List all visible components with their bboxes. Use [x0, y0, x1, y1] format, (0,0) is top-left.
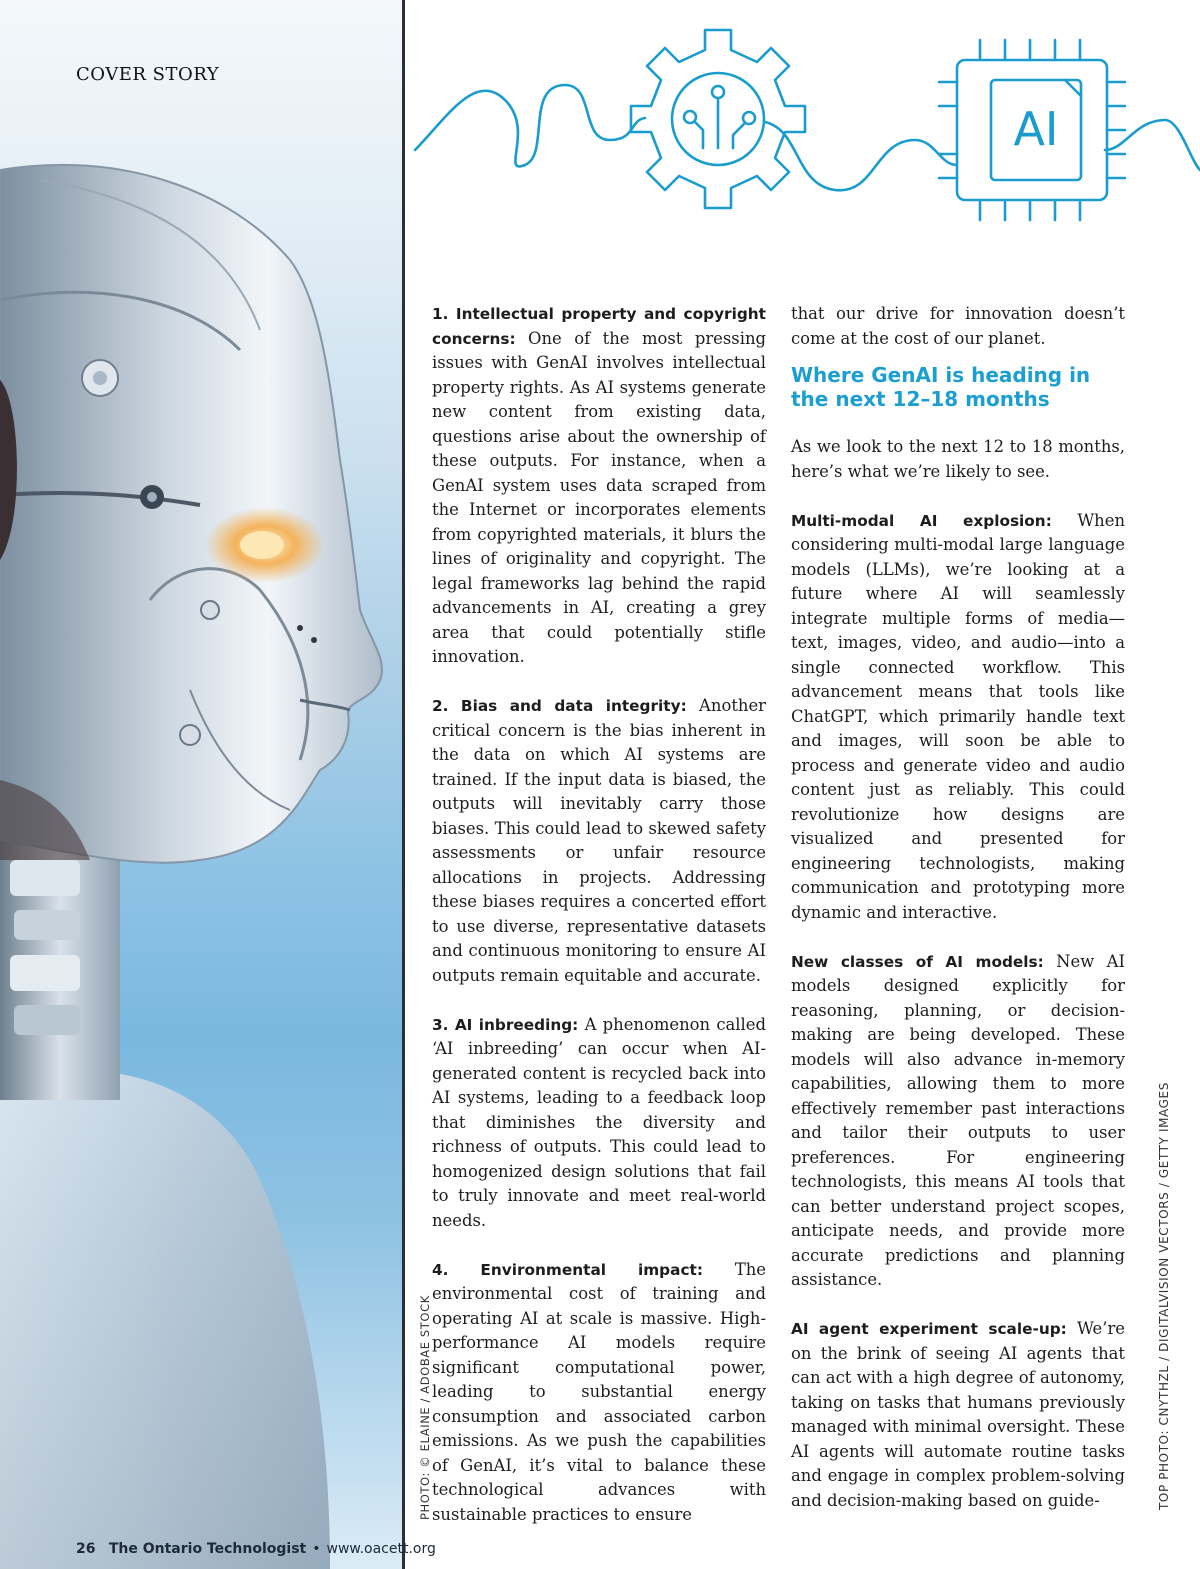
- page-footer: [76, 1541, 436, 1557]
- paragraph-bias: [432, 694, 766, 988]
- lead-in: Multi-modal AI explosion:: [791, 511, 1052, 530]
- lead-in: 2. Bias and data integrity:: [432, 697, 687, 715]
- publication-name: The Ontario Technologist: [108, 1541, 307, 1557]
- paragraph-intro: As we look to the next 12 to 18 months, here’s what we’re likely to see.: [791, 437, 1125, 481]
- lead-in: New classes of AI models:: [791, 952, 1044, 971]
- robot-photo: [0, 0, 402, 1569]
- article-column-1: [432, 302, 766, 1552]
- photo-credit-left: PHOTO: © ELAINE / ADOBAE STOCK: [418, 1295, 432, 1520]
- article-column-2: [791, 302, 1125, 1538]
- paragraph-new-models: [791, 950, 1125, 1293]
- robot-head-illustration: [0, 0, 402, 1569]
- paragraph-text: The environmental cost of training and operating AI at scale is massive. High-performance AI models require significant computational power, leading to substantial energy consumption and associated carbon emissions. As we push the capabilities of GenAI, it’s vital to balance these technological advances with sustainable practices to ensure: [432, 1259, 767, 1524]
- paragraph-text: A phenomenon called ‘AI inbreeding’ can occur when AI-generated content is recycled back into AI systems, leading to a feedback loop that diminishes the diversity and richness of outputs. This could lead to homogenized design solutions that fail to truly innovate and meet real-world needs.: [432, 1014, 766, 1230]
- paragraph-ip-copyright: [432, 302, 766, 670]
- page-number: 26: [76, 1541, 96, 1557]
- paragraph-inbreeding: [432, 1013, 766, 1234]
- circuit-line-art: [405, 0, 1200, 240]
- lead-in: AI agent experiment scale-up:: [791, 1320, 1067, 1338]
- subheading: Where GenAI is heading in the next 12–18 months: [791, 363, 1091, 411]
- paragraph-ai-agents: [791, 1317, 1125, 1513]
- lead-in: 4. Environmental impact:: [432, 1260, 703, 1279]
- paragraph-text: We’re on the brink of seeing AI agents that can act with a high degree of autonomy, taking on tasks that humans previously managed with minimal oversight. These AI agents will automate routine tasks and engage in complex problem-solving and decision-making based on guide-: [791, 1319, 1125, 1510]
- paragraph-continuation: that our drive for innovation doesn’t come at the cost of our planet.: [791, 304, 1125, 348]
- footer-separator: •: [312, 1541, 321, 1557]
- paragraph-text: When considering multi-modal large language models (LLMs), we’re looking at a future where AI will seamlessly integrate multiple forms of media—text, images, video, and audio—into a single connected workflow. This advancement means that tools like ChatGPT, which primarily handle text and images, will soon be able to process and generate video and audio content just as reliably. This could revolutionize how designs are visualized and presented for engineering technologists, making communication and prototyping more dynamic and interactive.: [791, 510, 1125, 922]
- paragraph-text: Another critical concern is the bias inherent in the data on which AI systems are trained. If the input data is biased, the outputs will inevitably carry those biases. This could lead to skewed safety assessments or unfair resource allocations in projects. Addressing these biases requires a concerted effort to use diverse, representative datasets and continuous monitoring to ensure AI outputs remain equitable and accurate.: [432, 696, 766, 985]
- photo-credit-top: TOP PHOTO: CNYTHZL / DIGITALVISION VECTORS / GETTY IMAGES: [1157, 1082, 1171, 1510]
- section-label: COVER STORY: [76, 64, 220, 85]
- paragraph-text: One of the most pressing issues with GenAI involves intellectual property rights. As AI systems generate new content from existing data, questions arise about the ownership of these outputs. For instance, when a GenAI system uses data scraped from the Internet or incorporates elements from copyrighted materials, it blurs the lines of originality and copyright. The legal frameworks lag behind the rapid advancements in AI, creating a grey area that could potentially stifle innovation.: [432, 328, 766, 666]
- paragraph-multimodal: [791, 509, 1125, 926]
- paragraph-environment: [432, 1258, 766, 1528]
- lead-in: 3. AI inbreeding:: [432, 1015, 579, 1034]
- paragraph-text: New AI models designed explicitly for reasoning, planning, or decision-making are being developed. These models will also advance in-memory capabilities, allowing them to more effectively remember past interactions and tailor their outputs to user preferences. For engineering technologists, this means AI tools that can better understand project scopes, anticipate needs, and provide more accurate predictions and planning assistance.: [791, 951, 1125, 1289]
- chip-label: AI: [1013, 102, 1059, 156]
- footer-url[interactable]: www.oacett.org: [326, 1541, 436, 1557]
- lead-in: 1. Intellectual property and copyright concerns:: [432, 305, 766, 348]
